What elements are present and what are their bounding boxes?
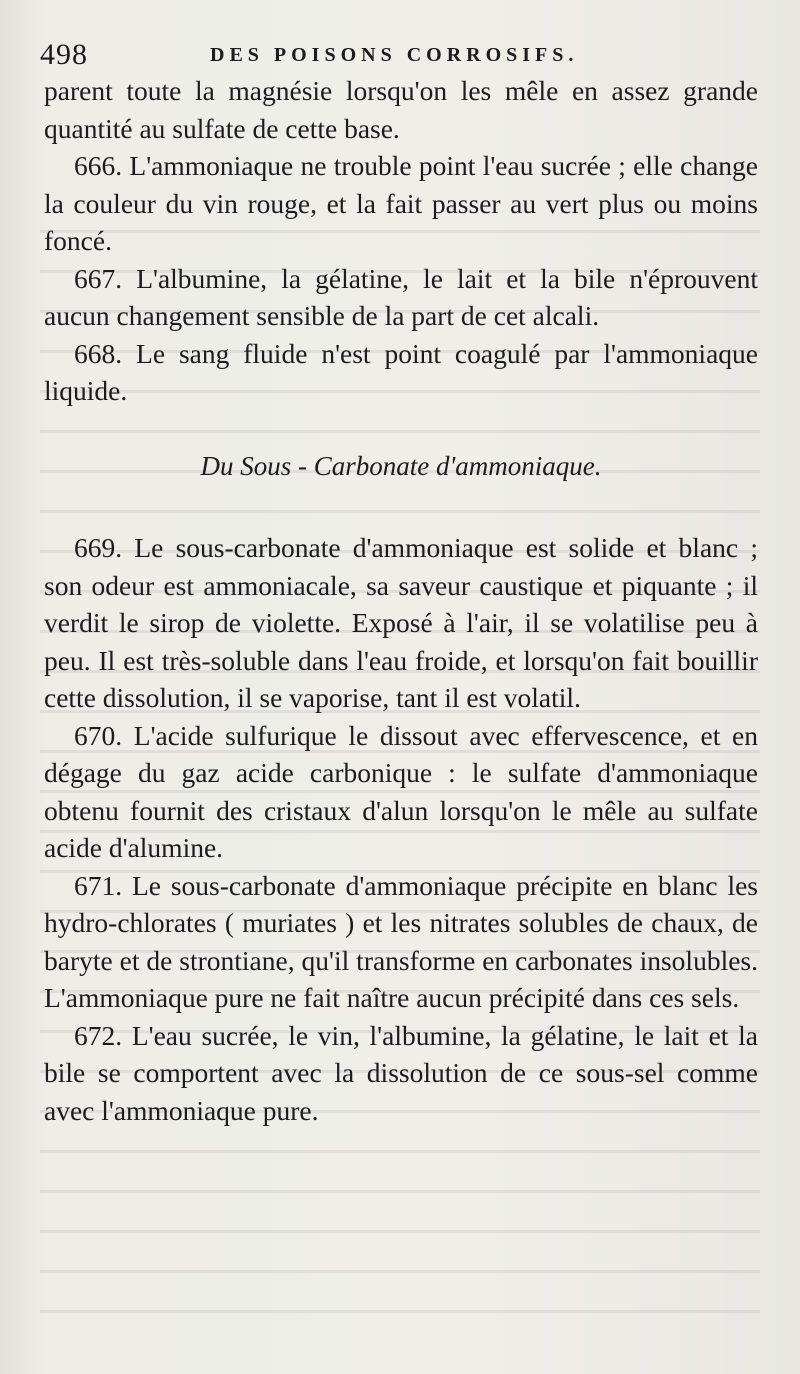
paragraph-667: 667. L'albumine, la gélatine, le lait et la bile n'éprouvent aucun changement sensible de la part de cet alcali. — [44, 262, 758, 331]
paragraph-670: 670. L'acide sulfurique le dissout avec effervescence, et en dégage du gaz acide carbonique : le sulfate d'ammoniaque obtenu fournit des cristaux d'alun lorsqu'on le mêle au sulfate acide d'alumine. — [44, 719, 758, 863]
paragraph-continuation: parent toute la magnésie lorsqu'on les mêle en assez grande quantité au sulfate de cette base. — [44, 75, 758, 144]
paragraph-668: 668. Le sang fluide n'est point coagulé par l'ammoniaque liquide. — [44, 337, 758, 406]
page-number: 498 — [40, 38, 88, 71]
paragraph-669: 669. Le sous-carbonate d'ammoniaque est solide et blanc ; son odeur est ammoniacale, sa saveur caustique et piquante ; il verdit le sirop de violette. Exposé à l'air, il se volatilise peu à peu. Il est très-soluble dans l'eau froide, et lorsqu'on fait bouillir cette dissolution, il se vaporise, tant il est volatil. — [44, 532, 758, 713]
running-title: DES POISONS CORROSIFS. — [210, 44, 579, 66]
paragraph-671: 671. Le sous-carbonate d'ammoniaque précipite en blanc les hydro-chlorates ( muriates ) et les nitrates solubles de chaux, de baryte et de strontiane, qu'il transforme en carbonates insolubles. L'ammoniaque pure ne fait naître aucun précipité dans ces sels. — [44, 869, 758, 1013]
paragraph-672: 672. L'eau sucrée, le vin, l'albumine, la gélatine, le lait et la bile se comportent avec la dissolution de ce sous-sel comme avec l'ammoniaque pure. — [44, 1019, 758, 1126]
body-text — [44, 72, 758, 1129]
section-heading: Du Sous - Carbonate d'ammoniaque. — [200, 450, 602, 481]
paragraph-666: 666. L'ammoniaque ne trouble point l'eau sucrée ; elle change la couleur du vin rouge, et la fait passer au vert plus ou moins foncé. — [44, 150, 758, 256]
